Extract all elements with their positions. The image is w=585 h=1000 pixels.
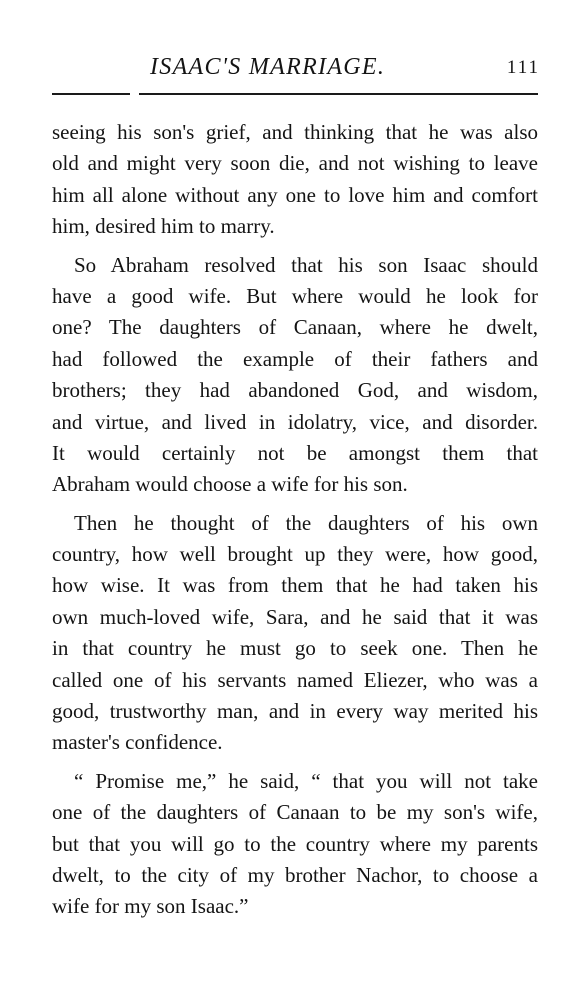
header-rule-left — [52, 93, 130, 95]
text-line: good, trustworthy man, and in every way merited his — [52, 699, 538, 724]
text-line: It would certainly not be amongst them that — [52, 440, 538, 465]
text-line: how wise. It was from them that he had taken his — [52, 573, 538, 598]
text-line: called one of his servants named Eliezer, who was a — [52, 667, 538, 692]
paragraph-gap — [52, 501, 538, 508]
text-line: him, desired him to marry. — [52, 214, 275, 239]
text-line: but that you will go to the country where my parents — [52, 831, 538, 856]
text-line: him all alone without any one to love him and comfort — [52, 182, 538, 207]
text-line: master's confidence. — [52, 730, 223, 755]
text-line: one? The daughters of Canaan, where he dwelt, — [52, 315, 538, 340]
text-line: brothers; they had abandoned God, and wisdom, — [52, 378, 538, 403]
text-line: own much-loved wife, Sara, and he said that it was — [52, 604, 538, 629]
text-line: Abraham would choose a wife for his son. — [52, 472, 408, 497]
text-line: seeing his son's grief, and thinking that he was also — [52, 120, 538, 144]
text-line: old and might very soon die, and not wishing to leave — [52, 151, 538, 176]
paragraph — [52, 117, 538, 243]
header-rule-right — [139, 93, 538, 95]
text-line: Then he thought of the daughters of his own — [74, 510, 538, 535]
body-text — [52, 117, 538, 923]
paragraph-gap — [52, 243, 538, 250]
text-line: and virtue, and lived in idolatry, vice, and disorder. — [52, 409, 538, 434]
text-line: have a good wife. But where would he look for — [52, 283, 538, 308]
text-line: had followed the example of their fathers and — [52, 346, 538, 371]
text-line: dwelt, to the city of my brother Nachor, to choose a — [52, 862, 538, 887]
text-line: in that country he must go to seek one. Then he — [52, 636, 538, 661]
paragraph — [52, 508, 538, 759]
text-line: “ Promise me,” he said, “ that you will not take — [74, 768, 538, 793]
text-line: country, how well brought up they were, how good, — [52, 542, 538, 567]
running-title: ISAAC'S MARRIAGE. — [150, 54, 386, 80]
text-line: one of the daughters of Canaan to be my son's wife, — [52, 800, 538, 825]
page-number: 111 — [506, 57, 540, 78]
paragraph — [52, 766, 538, 923]
paragraph-gap — [52, 759, 538, 766]
paragraph — [52, 250, 538, 501]
text-line: So Abraham resolved that his son Isaac should — [74, 252, 538, 277]
text-line: wife for my son Isaac.” — [52, 894, 249, 919]
running-header — [0, 48, 585, 88]
